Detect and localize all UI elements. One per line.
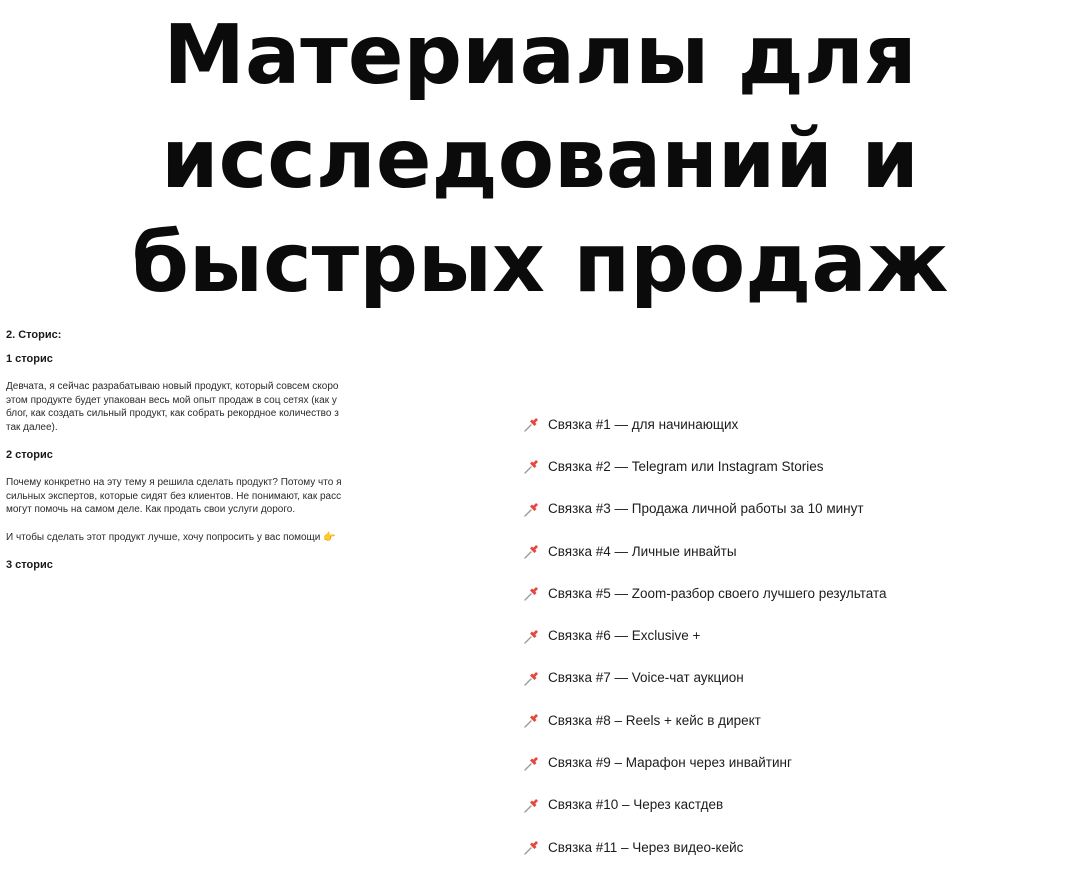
story-2-line: могут помочь на самом деле. Как продать свои услуги дорого. bbox=[6, 504, 296, 515]
pushpin-icon bbox=[522, 541, 542, 561]
list-item bbox=[522, 530, 1062, 572]
story-2-request-text: И чтобы сделать этот продукт лучше, хочу попросить у вас помощи bbox=[6, 531, 321, 543]
list-item bbox=[522, 445, 1062, 487]
story-1-line: Девчата, я сейчас разрабатываю новый продукт, который совсем скоро bbox=[6, 381, 339, 392]
bundles-list bbox=[522, 403, 1062, 868]
headline bbox=[0, 4, 1080, 316]
bundle-label: Связка #11 – Через видео-кейс bbox=[548, 839, 744, 855]
story-2-request bbox=[6, 531, 490, 545]
pushpin-icon bbox=[522, 456, 542, 476]
list-item bbox=[522, 699, 1062, 741]
story-1-line: блог, как создать сильный продукт, как собрать рекордное количество з bbox=[6, 408, 339, 419]
bundle-label: Связка #7 — Voice-чат аукцион bbox=[548, 670, 744, 686]
story-2-text bbox=[6, 476, 490, 517]
list-item bbox=[522, 741, 1062, 783]
story-1-text bbox=[6, 380, 490, 434]
pushpin-icon bbox=[522, 753, 542, 773]
bundle-label: Связка #3 — Продажа личной работы за 10 минут bbox=[548, 501, 864, 517]
pushpin-icon bbox=[522, 710, 542, 730]
pushpin-icon bbox=[522, 583, 542, 603]
pointing-hand-icon: 👉 bbox=[323, 531, 336, 543]
headline-line-2: исследований и bbox=[161, 112, 919, 207]
list-item bbox=[522, 572, 1062, 614]
bundle-label: Связка #10 – Через кастдев bbox=[548, 797, 724, 813]
pushpin-icon bbox=[522, 668, 542, 688]
story-1-line: так далее). bbox=[6, 421, 58, 433]
story-3-heading: 3 сторис bbox=[6, 559, 53, 571]
pushpin-icon bbox=[522, 626, 542, 646]
stories-document bbox=[6, 328, 490, 572]
list-item bbox=[522, 784, 1062, 826]
story-2-heading: 2 сторис bbox=[6, 449, 53, 461]
bundle-label: Связка #2 — Telegram или Instagram Stories bbox=[548, 458, 824, 474]
story-1-line: этом продукте будет упакован весь мой опыт продаж в соц сетях (как у bbox=[6, 394, 337, 406]
pushpin-icon bbox=[522, 837, 542, 857]
headline-line-1: Материалы для bbox=[163, 8, 917, 103]
bundle-label: Связка #4 — Личные инвайты bbox=[548, 543, 737, 559]
pushpin-icon bbox=[522, 499, 542, 519]
list-item bbox=[522, 614, 1062, 656]
pushpin-icon bbox=[522, 795, 542, 815]
section-heading: 2. Сторис: bbox=[6, 329, 62, 341]
list-item bbox=[522, 826, 1062, 868]
story-2-line: Почему конкретно на эту тему я решила сделать продукт? Потому что я bbox=[6, 477, 342, 488]
list-item bbox=[522, 657, 1062, 699]
list-item bbox=[522, 488, 1062, 530]
bundle-label: Связка #5 — Zoom-разбор своего лучшего результата bbox=[548, 585, 887, 601]
bundle-label: Связка #6 — Exclusive + bbox=[548, 628, 701, 644]
bundle-label: Связка #1 — для начинающих bbox=[548, 416, 739, 432]
bundle-label: Связка #9 – Марафон через инвайтинг bbox=[548, 755, 792, 771]
pushpin-icon bbox=[522, 414, 542, 434]
story-2-line: сильных экспертов, которые сидят без клиентов. Не понимают, как расс bbox=[6, 490, 342, 502]
headline-line-3: быстрых продаж bbox=[131, 216, 949, 311]
story-1-heading: 1 сторис bbox=[6, 353, 53, 365]
list-item bbox=[522, 403, 1062, 445]
bundle-label: Связка #8 – Reels + кейс в директ bbox=[548, 712, 761, 728]
